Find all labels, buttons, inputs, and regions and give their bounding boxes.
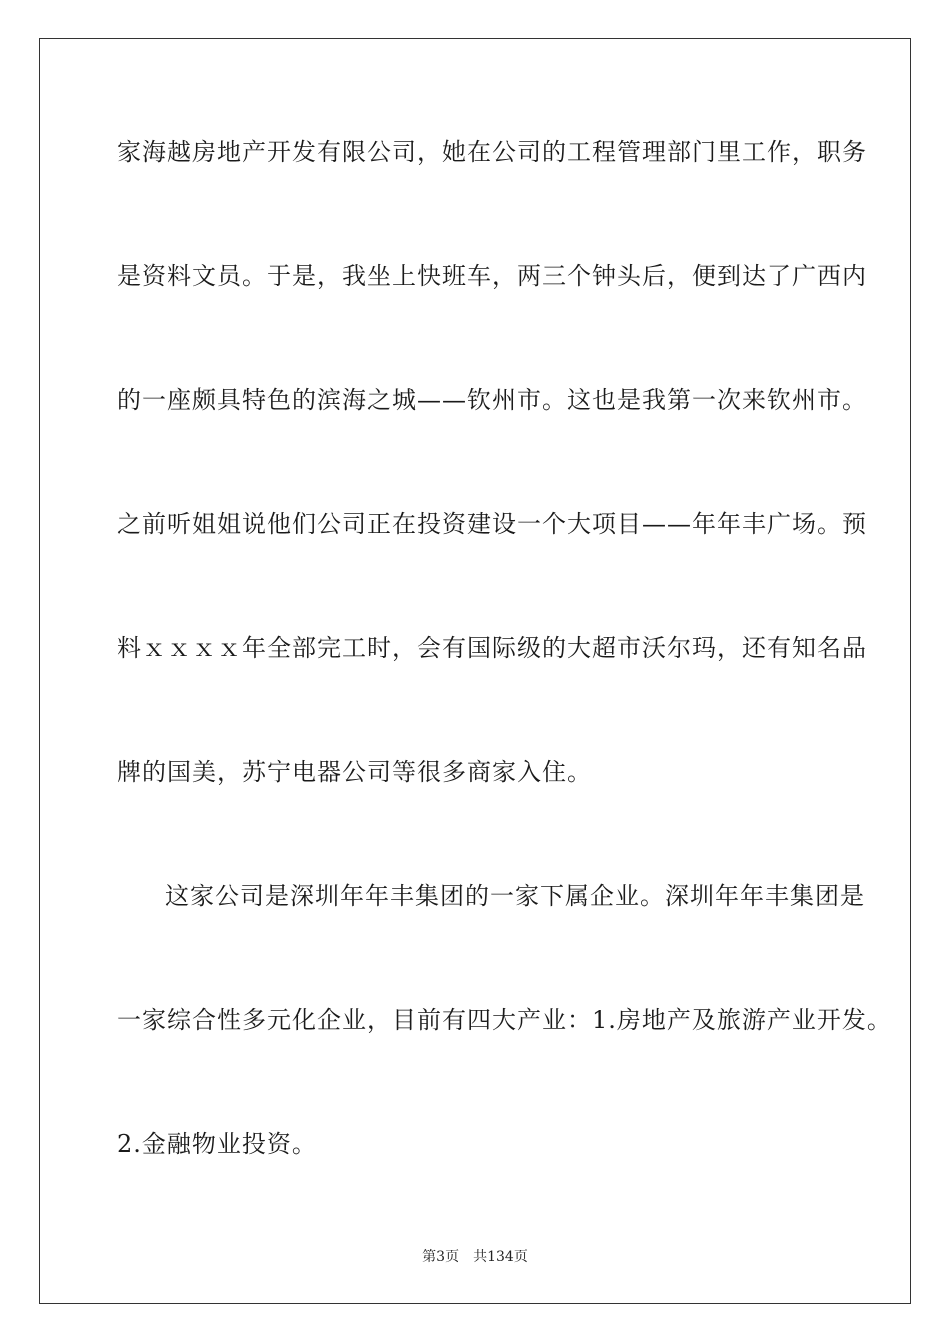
body-text-line-7: 这家公司是深圳年年丰集团的一家下属企业。深圳年年丰集团是 [165, 882, 865, 910]
body-text-line-9: 2.金融物业投资。 [117, 1130, 317, 1158]
body-text-line-2: 是资料文员。于是，我坐上快班车，两三个钟头后，便到达了广西内 [117, 262, 867, 290]
page-footer [0, 1248, 950, 1266]
body-text-line-1: 家海越房地产开发有限公司，她在公司的工程管理部门里工作，职务 [117, 138, 867, 166]
body-text-line-3: 的一座颇具特色的滨海之城——钦州市。这也是我第一次来钦州市。 [117, 386, 867, 414]
body-text-line-8: 一家综合性多元化企业，目前有四大产业：1.房地产及旅游产业开发。 [117, 1006, 892, 1034]
body-text-line-5: 料ｘｘｘｘ年全部完工时，会有国际级的大超市沃尔玛，还有知名品 [117, 634, 867, 662]
body-text-line-6: 牌的国美，苏宁电器公司等很多商家入住。 [117, 758, 592, 786]
body-text-line-4: 之前听姐姐说他们公司正在投资建设一个大项目——年年丰广场。预 [117, 510, 867, 538]
page-number: 第3页 [422, 1249, 460, 1265]
page-total: 共134页 [473, 1249, 528, 1265]
page-border [39, 38, 911, 1304]
